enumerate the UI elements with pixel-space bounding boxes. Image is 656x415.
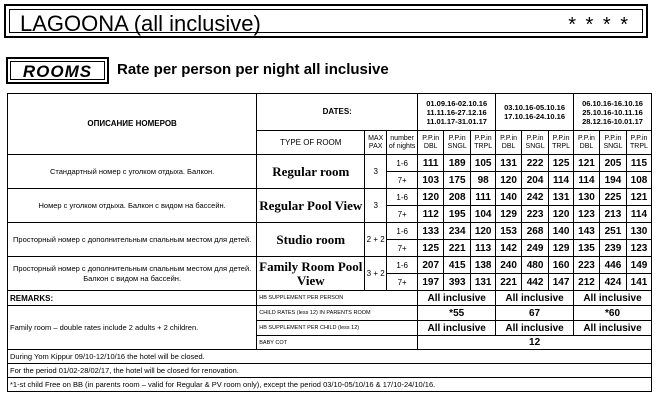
rate-cell: 393 [444,274,471,291]
supplement-value: All inclusive [496,321,574,336]
rate-cell: 121 [626,189,651,206]
rates-table [7,93,652,392]
rate-cell: 130 [626,223,651,240]
supplement-label: BABY COT [257,336,418,350]
rate-cell: 221 [444,240,471,257]
room-type: Regular room [257,155,365,189]
rate-cell: 175 [444,172,471,189]
room-description: Просторный номер с дополнительным спальным местом для детей. [8,223,257,257]
rate-cell: 135 [574,240,600,257]
room-description: Просторный номер с дополнительным спальным местом для детей. Балкон с видом на бассейн. [8,257,257,291]
rate-cell: 239 [599,240,626,257]
rate-cell: 221 [496,274,522,291]
rate-header: P.P.in TRPL [471,131,496,155]
rate-cell: 113 [471,240,496,257]
remarks-text: Family room – double rates include 2 adults + 2 children. [8,306,257,350]
dates-row [8,94,652,131]
room-rate-row [8,189,652,206]
note-text: *1-st child Free on BB (in parents room – valid for Regular & PV room only), except the period 03/10-05/10/16 & 17/10-24/10/16. [8,378,652,392]
rate-cell: 140 [549,223,574,240]
room-description: Стандартный номер с уголком отдыха. Балкон. [8,155,257,189]
rate-cell: 131 [549,189,574,206]
room-rate-row [8,257,652,274]
rate-cell: 442 [522,274,549,291]
rate-cell: 189 [444,155,471,172]
rate-cell: 415 [444,257,471,274]
rate-cell: 120 [418,189,444,206]
rate-cell: 234 [444,223,471,240]
rate-cell: 123 [626,240,651,257]
rate-cell: 120 [471,223,496,240]
rate-cell: 268 [522,223,549,240]
rate-cell: 195 [444,206,471,223]
period-1: 01.09.16-02.10.16 11.11.16-27.12.16 11.01.17-31.01.17 [418,94,496,131]
rate-header: P.P.in DBL [496,131,522,155]
room-rate-row [8,155,652,172]
supplement-label: CHILD RATES (less 12) IN PARENTS ROOM [257,306,418,321]
rate-cell: 121 [574,155,600,172]
rate-cell: 223 [522,206,549,223]
room-description: Номер с уголком отдыха. Балкон с видом на бассейн. [8,189,257,223]
nights: 1-6 [387,155,418,172]
supplement-value: All inclusive [574,321,652,336]
rate-cell: 120 [549,206,574,223]
rate-cell: 208 [444,189,471,206]
max-pax: 3 [365,189,387,223]
max-pax: 3 [365,155,387,189]
nights: 7+ [387,172,418,189]
rooms-label: ROOMS [10,61,105,80]
room-rate-row [8,223,652,240]
max-pax: 2 + 2 [365,223,387,257]
nights: 7+ [387,206,418,223]
rate-cell: 160 [549,257,574,274]
room-rows [8,155,652,291]
rate-cell: 131 [471,274,496,291]
rate-cell: 111 [471,189,496,206]
rate-cell: 133 [418,223,444,240]
rate-cell: 213 [599,206,626,223]
rate-cell: 131 [496,155,522,172]
type-header: TYPE OF ROOM [257,131,365,155]
rate-title: Rate per person per night all inclusive [117,61,389,78]
supplement-value: All inclusive [418,321,496,336]
rate-cell: 207 [418,257,444,274]
max-pax: 3 + 2 [365,257,387,291]
rate-cell: 147 [549,274,574,291]
rate-cell: 111 [418,155,444,172]
nights: 7+ [387,240,418,257]
rate-cell: 205 [599,155,626,172]
rate-cell: 130 [574,189,600,206]
rate-cell: 225 [599,189,626,206]
rate-cell: 115 [626,155,651,172]
rate-cell: 153 [496,223,522,240]
hotel-stars: * * * * [568,14,630,36]
rate-cell: 142 [496,240,522,257]
rate-cell: 140 [496,189,522,206]
room-type: Studio room [257,223,365,257]
baby-cot-value: 12 [418,336,652,350]
note-row [8,364,652,378]
description-header: ОПИСАНИЕ НОМЕРОВ [8,94,257,155]
rate-cell: 125 [418,240,444,257]
supplement-row [8,306,652,321]
rate-cell: 108 [626,172,651,189]
hotel-header [4,4,648,38]
rooms-label-box [6,57,109,84]
period-2: 03.10.16-05.10.16 17.10.16-24.10.16 [496,94,574,131]
rate-cell: 125 [549,155,574,172]
room-type: Regular Pool View [257,189,365,223]
rate-cell: 149 [626,257,651,274]
nights-header: number of nights [387,131,418,155]
rate-cell: 105 [471,155,496,172]
nights: 7+ [387,274,418,291]
nights: 1-6 [387,223,418,240]
rate-cell: 197 [418,274,444,291]
rate-cell: 114 [549,172,574,189]
rate-cell: 480 [522,257,549,274]
supplement-value: 67 [496,306,574,321]
rate-cell: 114 [626,206,651,223]
rate-header: P.P.in DBL [418,131,444,155]
supplement-value: All inclusive [574,291,652,306]
rate-cell: 112 [418,206,444,223]
rate-cell: 129 [549,240,574,257]
rate-header: P.P.in SNGL [444,131,471,155]
supplement-value: *60 [574,306,652,321]
rate-cell: 242 [522,189,549,206]
rate-header: P.P.in SNGL [599,131,626,155]
rate-cell: 222 [522,155,549,172]
rate-cell: 104 [471,206,496,223]
hotel-name: LAGOONA (all inclusive) [20,11,261,36]
rate-cell: 240 [496,257,522,274]
rate-cell: 251 [599,223,626,240]
rate-cell: 123 [574,206,600,223]
nights: 1-6 [387,189,418,206]
rate-cell: 129 [496,206,522,223]
rate-cell: 141 [626,274,651,291]
rate-header: P.P.in DBL [574,131,600,155]
max-pax-header: MAX PAX [365,131,387,155]
room-type: Family Room Pool View [257,257,365,291]
rate-cell: 249 [522,240,549,257]
rate-cell: 212 [574,274,600,291]
nights: 1-6 [387,257,418,274]
rate-cell: 424 [599,274,626,291]
remarks-label: REMARKS: [8,291,257,306]
supplement-value: All inclusive [496,291,574,306]
rate-cell: 223 [574,257,600,274]
supplement-label: HB SUPPLEMENT PER CHILD (less 12) [257,321,418,336]
rate-cell: 138 [471,257,496,274]
period-3: 06.10.16-16.10.16 25.10.16-10.11.16 28.12.16-10.01.17 [574,94,652,131]
supplement-row [8,291,652,306]
rate-cell: 143 [574,223,600,240]
note-text: For the period 01/02-28/02/17, the hotel will be closed for renovation. [8,364,652,378]
note-text: During Yom Kippur 09/10-12/10/16 the hotel will be closed. [8,350,652,364]
supplement-label: HB SUPPLEMENT PER PERSON [257,291,418,306]
hotel-header-inner [9,9,643,36]
rate-cell: 103 [418,172,444,189]
note-row [8,350,652,364]
note-row [8,378,652,392]
dates-label: DATES: [257,94,418,131]
rate-header: P.P.in SNGL [522,131,549,155]
rate-cell: 446 [599,257,626,274]
supplement-value: All inclusive [418,291,496,306]
rate-cell: 98 [471,172,496,189]
supplement-value: *55 [418,306,496,321]
rate-cell: 114 [574,172,600,189]
rate-cell: 194 [599,172,626,189]
rate-header: P.P.in TRPL [626,131,651,155]
rate-header: P.P.in TRPL [549,131,574,155]
rate-cell: 120 [496,172,522,189]
rate-cell: 204 [522,172,549,189]
